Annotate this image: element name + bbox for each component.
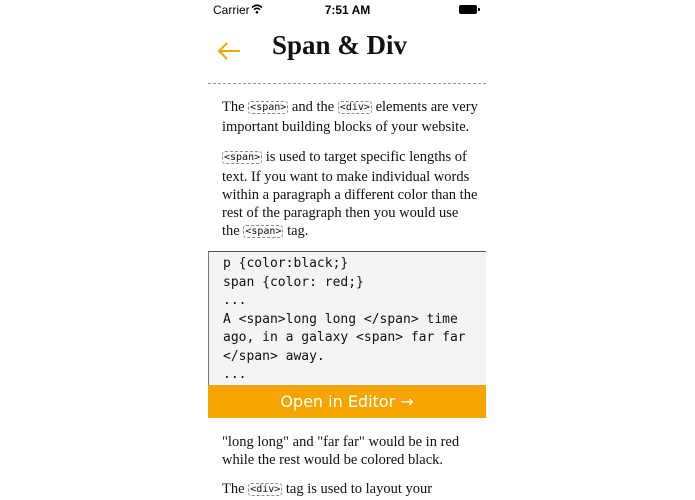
code-text: p {color:black;} span {color: red;} ... A <span>long long </span> time ago, in a galaxy <span> far far </span> away. ...: [223, 256, 466, 382]
inline-code: <div>: [339, 102, 370, 113]
battery-icon: [459, 5, 479, 14]
paragraph-span: <span> is used to target specific lengths of text. If you want to make individual words within a paragraph a different color than the rest of the paragraph then you would use the <span> tag.: [222, 149, 478, 239]
inline-code: <span>: [224, 152, 261, 163]
inline-code: <span>: [250, 102, 287, 113]
status-bar: [0, 0, 695, 20]
paragraph-div: The <div> tag is used to layout your: [222, 481, 433, 497]
paragraph-explanation: "long long" and "far far" would be in red while the rest would be colored black.: [222, 434, 460, 468]
page-title: Span & Div: [272, 30, 408, 60]
header-divider: [208, 83, 486, 84]
back-arrow-icon[interactable]: [216, 38, 242, 64]
open-in-editor-button[interactable]: Open in Editor →: [208, 385, 486, 418]
status-time: 7:51 AM: [324, 3, 371, 17]
inline-code: <span>: [245, 226, 282, 237]
carrier-label: Carrier: [213, 3, 250, 17]
paragraph-intro: The <span> and the <div> elements are very important building blocks of your website.: [222, 99, 478, 135]
inline-code: <div>: [250, 484, 281, 495]
code-example: [208, 251, 486, 385]
